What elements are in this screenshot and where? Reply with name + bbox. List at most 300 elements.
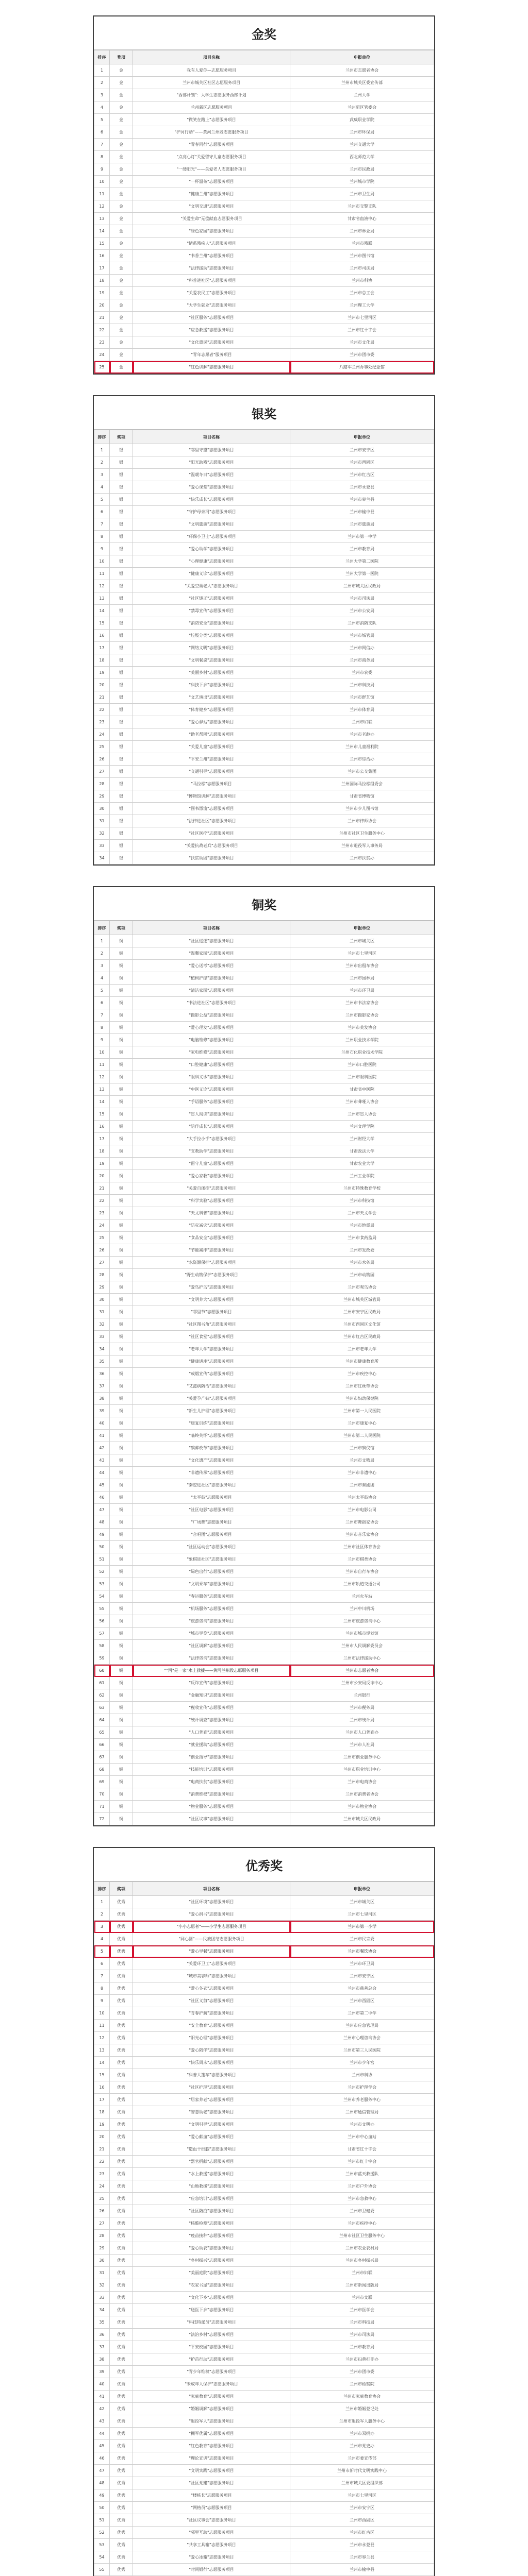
award-cell: 银: [110, 469, 133, 481]
table-row: [94, 2168, 434, 2180]
rank-cell: 3: [94, 1921, 110, 1933]
applicant-cell: 兰州市户外协会: [290, 2180, 434, 2193]
table-header-row: [94, 50, 434, 64]
applicant-cell: 兰州市公交集团: [290, 766, 434, 778]
table-row: [94, 741, 434, 753]
rank-cell: 6: [94, 126, 110, 139]
project-name-cell: "情系残疾人"志愿服务项目: [133, 238, 290, 250]
table-row: [94, 2329, 434, 2341]
project-name-cell: "电脑维修"志愿服务项目: [133, 1034, 290, 1046]
rank-cell: 23: [94, 1207, 110, 1219]
applicant-cell: 甘肃农业大学: [290, 1158, 434, 1170]
rank-cell: 36: [94, 2329, 110, 2341]
applicant-cell: 兰州市聋哑人协会: [290, 1096, 434, 1108]
table-row: [94, 2057, 434, 2069]
rank-cell: 33: [94, 1331, 110, 1343]
award-cell: 优秀: [110, 2168, 133, 2180]
applicant-cell: 兰州市教育局: [290, 543, 434, 555]
award-cell: 银: [110, 753, 133, 766]
project-name-cell: "临终关怀"志愿服务项目: [133, 1430, 290, 1442]
rank-cell: 67: [94, 1751, 110, 1764]
table-row: [94, 506, 434, 518]
table-row: [94, 2428, 434, 2440]
applicant-cell: 兰州市红十字会: [290, 2156, 434, 2168]
table-row: [94, 1677, 434, 1689]
table-row: [94, 617, 434, 630]
table-row: [94, 2106, 434, 2119]
project-name-cell: "应急救援"志愿服务项目: [133, 324, 290, 336]
applicant-cell: 兰州市棋类协会: [290, 1553, 434, 1566]
rank-cell: 48: [94, 1516, 110, 1529]
award-cell: 铜: [110, 1751, 133, 1764]
project-name-cell: "文明养犬"志愿服务项目: [133, 1294, 290, 1306]
applicant-cell: 兰州市园林局: [290, 972, 434, 985]
table-row: [94, 1170, 434, 1182]
applicant-cell: 兰州市新时代文明实践中心: [290, 2465, 434, 2477]
project-name-cell: "婚姻调解"志愿服务项目: [133, 2403, 290, 2415]
project-name-cell: "植树护绿"志愿服务项目: [133, 972, 290, 985]
table-row: [94, 2316, 434, 2329]
award-cell: 银: [110, 506, 133, 518]
rank-cell: 18: [94, 2106, 110, 2119]
table-row: [94, 1145, 434, 1158]
applicant-cell: 兰州新区管委会: [290, 101, 434, 114]
rank-cell: 52: [94, 1566, 110, 1578]
rank-cell: 17: [94, 642, 110, 654]
project-name-cell: "戒烟宣传"志愿服务项目: [133, 1368, 290, 1380]
applicant-cell: 兰州城市学院: [290, 176, 434, 188]
rank-cell: 15: [94, 1108, 110, 1121]
rank-cell: 34: [94, 2304, 110, 2316]
award-section: [93, 15, 435, 375]
award-cell: 银: [110, 790, 133, 803]
table-row: [94, 324, 434, 336]
rank-cell: 22: [94, 704, 110, 716]
table-row: [94, 704, 434, 716]
rank-cell: 47: [94, 2465, 110, 2477]
project-name-cell: "大学生就业"志愿服务项目: [133, 299, 290, 312]
award-cell: 银: [110, 555, 133, 568]
applicant-cell: 兰州市城关区民政局: [290, 1813, 434, 1825]
table-row: [94, 2366, 434, 2378]
award-cell: 铜: [110, 1578, 133, 1590]
rank-cell: 17: [94, 1133, 110, 1145]
applicant-cell: 兰州市税务局: [290, 1702, 434, 1714]
applicant-cell: 兰州中川机场: [290, 1603, 434, 1615]
applicant-cell: 兰州市党史办: [290, 2440, 434, 2452]
applicant-cell: 兰州市网信办: [290, 642, 434, 654]
rank-cell: 9: [94, 163, 110, 176]
table-row: [94, 299, 434, 312]
applicant-cell: 兰州市中心血站: [290, 2131, 434, 2143]
rank-cell: 45: [94, 2440, 110, 2452]
applicant-cell: 兰州市乡村振兴局: [290, 2255, 434, 2267]
project-name-cell: "共享工具箱"志愿服务项目: [133, 2539, 290, 2551]
award-cell: 银: [110, 716, 133, 728]
award-cell: 铜: [110, 1566, 133, 1578]
award-cell: 银: [110, 456, 133, 469]
applicant-cell: 兰州市总工会: [290, 287, 434, 299]
award-cell: 银: [110, 531, 133, 543]
award-table: [94, 50, 434, 374]
project-name-cell: "创业指导"志愿服务项目: [133, 1751, 290, 1764]
award-cell: 优秀: [110, 2539, 133, 2551]
applicant-cell: 兰州市红丝带协会: [290, 1380, 434, 1393]
applicant-cell: 兰州市法律援助中心: [290, 1652, 434, 1665]
award-cell: 金: [110, 225, 133, 238]
project-name-cell: "青春护航"志愿服务项目: [133, 2007, 290, 2020]
award-cell: 优秀: [110, 2316, 133, 2329]
rank-cell: 7: [94, 1970, 110, 1982]
project-name-cell: "文化遗产"志愿服务项目: [133, 1454, 290, 1467]
project-name-cell: "社区调解"志愿服务项目: [133, 1640, 290, 1652]
applicant-cell: 西北师范大学: [290, 151, 434, 163]
award-cell: 铜: [110, 1813, 133, 1825]
project-name-cell: 兰州市城关区社区志愿服务项目: [133, 77, 290, 89]
rank-cell: 13: [94, 1083, 110, 1096]
rank-cell: 37: [94, 2341, 110, 2353]
award-cell: 优秀: [110, 2428, 133, 2440]
table-row: [94, 1714, 434, 1726]
table-row: [94, 139, 434, 151]
table-row: [94, 2489, 434, 2502]
applicant-cell: 兰州财经大学: [290, 1133, 434, 1145]
award-cell: 优秀: [110, 2564, 133, 2576]
project-name-cell: "温馨家园"志愿服务项目: [133, 947, 290, 960]
project-name-cell: "象棋进社区"志愿服务项目: [133, 1553, 290, 1566]
applicant-cell: 兰州市红十字会: [290, 324, 434, 336]
rank-cell: 28: [94, 1269, 110, 1281]
applicant-cell: 兰州市蓝天救援队: [290, 2168, 434, 2180]
highlighted-row: [94, 1945, 434, 1958]
applicant-cell: 兰州市心理咨询协会: [290, 2032, 434, 2044]
award-cell: 铜: [110, 1269, 133, 1281]
applicant-cell: 兰州市图书馆: [290, 250, 434, 262]
table-row: [94, 1751, 434, 1764]
award-cell: 优秀: [110, 2156, 133, 2168]
table-row: [94, 2193, 434, 2205]
table-row: [94, 1788, 434, 1801]
award-cell: 金: [110, 188, 133, 200]
applicant-cell: 兰州市非遗中心: [290, 1467, 434, 1479]
applicant-cell: 兰州市律师协会: [290, 815, 434, 827]
rank-cell: 39: [94, 2366, 110, 2378]
rank-cell: 50: [94, 1541, 110, 1553]
award-cell: 银: [110, 728, 133, 741]
applicant-cell: 兰州市摄影家协会: [290, 1009, 434, 1022]
project-name-cell: "消费维权"志愿服务项目: [133, 1788, 290, 1801]
table-row: [94, 2551, 434, 2564]
applicant-cell: 兰州市口腔医院: [290, 1059, 434, 1071]
table-row: [94, 1454, 434, 1467]
award-cell: 金: [110, 101, 133, 114]
table-row: [94, 1776, 434, 1788]
award-cell: 银: [110, 592, 133, 605]
table-row: [94, 2119, 434, 2131]
table-row: [94, 2304, 434, 2316]
table-row: [94, 312, 434, 324]
applicant-cell: 兰州市安宁区: [290, 444, 434, 456]
project-name-cell: "文明旅游"志愿服务项目: [133, 518, 290, 531]
table-row: [94, 2180, 434, 2193]
applicant-cell: 兰州市第二人民医院: [290, 1430, 434, 1442]
applicant-cell: 兰州市司法局: [290, 592, 434, 605]
rank-cell: 47: [94, 1504, 110, 1516]
table-row: [94, 1368, 434, 1380]
rank-cell: 40: [94, 2378, 110, 2391]
applicant-cell: 兰州大学第二医院: [290, 555, 434, 568]
table-row: [94, 2230, 434, 2242]
rank-cell: 41: [94, 1430, 110, 1442]
project-name-cell: "博物馆讲解"志愿服务项目: [133, 790, 290, 803]
table-row: [94, 2020, 434, 2032]
award-cell: 金: [110, 89, 133, 101]
award-cell: 铜: [110, 1281, 133, 1294]
project-name-cell: "城市导览"志愿服务项目: [133, 1628, 290, 1640]
award-cell: 银: [110, 803, 133, 815]
applicant-cell: 兰州市旅游局: [290, 518, 434, 531]
award-cell: 优秀: [110, 2193, 133, 2205]
project-name-cell: "关爱环卫工"志愿服务项目: [133, 1958, 290, 1970]
award-cell: 优秀: [110, 2143, 133, 2156]
applicant-cell: 兰州市餐饮协会: [290, 1945, 434, 1958]
award-cell: 铜: [110, 1726, 133, 1739]
table-row: [94, 1726, 434, 1739]
project-name-cell: "物业服务"志愿服务项目: [133, 1801, 290, 1813]
award-cell: 铜: [110, 1294, 133, 1306]
highlighted-row: [94, 361, 434, 374]
applicant-cell: 兰州市妇联: [290, 716, 434, 728]
applicant-cell: 兰州市残联: [290, 238, 434, 250]
table-row: [94, 1331, 434, 1343]
award-cell: 铜: [110, 1108, 133, 1121]
project-name-cell: "关爱自闭症"志愿服务项目: [133, 1182, 290, 1195]
award-cell: 优秀: [110, 2032, 133, 2044]
project-name-cell: "社区议事"志愿服务项目: [133, 1813, 290, 1825]
applicant-cell: 兰州市城关区: [290, 935, 434, 947]
table-row: [94, 2403, 434, 2415]
applicant-cell: 兰州市老年大学: [290, 1343, 434, 1355]
rank-cell: 32: [94, 1318, 110, 1331]
column-header: 项目名称: [133, 50, 290, 64]
applicant-cell: 兰州市文明办: [290, 2119, 434, 2131]
applicant-cell: 兰州市第三人民医院: [290, 2044, 434, 2057]
rank-cell: 11: [94, 568, 110, 580]
award-cell: 优秀: [110, 1933, 133, 1945]
project-name-cell: "网络文明"志愿服务项目: [133, 642, 290, 654]
column-header: 奖项: [110, 50, 133, 64]
project-name-cell: "社区图书角"志愿服务项目: [133, 1318, 290, 1331]
applicant-cell: 兰州市统计局: [290, 1714, 434, 1726]
table-row: [94, 1405, 434, 1417]
project-name-cell: "马拉松"志愿服务项目: [133, 778, 290, 790]
award-cell: 优秀: [110, 2106, 133, 2119]
rank-cell: 53: [94, 2539, 110, 2551]
award-cell: 铜: [110, 1405, 133, 1417]
rank-cell: 42: [94, 2403, 110, 2415]
project-name-cell: "殡葬改革"志愿服务项目: [133, 1442, 290, 1454]
table-row: [94, 1022, 434, 1034]
applicant-cell: 兰州市妇幼保健院: [290, 1393, 434, 1405]
project-name-cell: "家电维修"志愿服务项目: [133, 1046, 290, 1059]
project-name-cell: "文化下乡"志愿服务项目: [133, 2292, 290, 2304]
award-cell: 优秀: [110, 2180, 133, 2193]
rank-cell: 46: [94, 2452, 110, 2465]
award-cell: 金: [110, 238, 133, 250]
project-name-cell: "快乐成长"志愿服务项目: [133, 494, 290, 506]
award-cell: 铜: [110, 1467, 133, 1479]
rank-cell: 32: [94, 827, 110, 840]
table-row: [94, 1615, 434, 1628]
award-cell: 优秀: [110, 2069, 133, 2081]
table-row: [94, 1813, 434, 1825]
project-name-cell: "时间银行"志愿服务项目: [133, 2564, 290, 2576]
award-cell: 铜: [110, 1071, 133, 1083]
rank-cell: 2: [94, 456, 110, 469]
award-cell: 金: [110, 275, 133, 287]
project-name-cell: "水上救援"志愿服务项目: [133, 2168, 290, 2180]
project-name-cell: "核酸检测"志愿服务项目: [133, 2217, 290, 2230]
table-row: [94, 2094, 434, 2106]
project-name-cell: "社区服务"志愿服务项目: [133, 312, 290, 324]
applicant-cell: 兰州市红古区: [290, 2527, 434, 2539]
table-row: [94, 1034, 434, 1046]
rank-cell: 40: [94, 1417, 110, 1430]
rank-cell: 14: [94, 1096, 110, 1108]
award-cell: 优秀: [110, 2551, 133, 2564]
project-name-cell: "广场舞"志愿服务项目: [133, 1516, 290, 1529]
applicant-cell: 兰州市群艺馆: [290, 691, 434, 704]
award-cell: 铜: [110, 1034, 133, 1046]
section-title: 优秀奖: [94, 1848, 434, 1882]
award-cell: 银: [110, 852, 133, 865]
award-cell: 优秀: [110, 2502, 133, 2514]
award-cell: 银: [110, 691, 133, 704]
award-cell: 优秀: [110, 2353, 133, 2366]
table-row: [94, 972, 434, 985]
applicant-cell: 兰州市科技局: [290, 2316, 434, 2329]
project-name-cell: "退役军人"志愿服务项目: [133, 2415, 290, 2428]
rank-cell: 4: [94, 972, 110, 985]
project-name-cell: "康复训练"志愿服务项目: [133, 1417, 290, 1430]
applicant-cell: 兰州市委宣传部: [290, 2452, 434, 2465]
project-name-cell: "旅游咨询"志愿服务项目: [133, 1615, 290, 1628]
project-name-cell: "法治乡村"志愿服务项目: [133, 2329, 290, 2341]
applicant-cell: 兰州市特殊教育学校: [290, 1182, 434, 1195]
applicant-cell: 兰州市退役军人服务中心: [290, 2415, 434, 2428]
award-cell: 银: [110, 630, 133, 642]
applicant-cell: 兰州市双拥办: [290, 2428, 434, 2440]
award-cell: 铜: [110, 1417, 133, 1430]
applicant-cell: 兰州国际马拉松组委会: [290, 778, 434, 790]
table-row: [94, 1318, 434, 1331]
table-row: [94, 2465, 434, 2477]
applicant-cell: 兰州市急救中心: [290, 2193, 434, 2205]
applicant-cell: 兰州市教育局: [290, 2341, 434, 2353]
table-row: [94, 778, 434, 790]
applicant-cell: 甘肃省博物馆: [290, 790, 434, 803]
award-cell: 铜: [110, 1182, 133, 1195]
applicant-cell: 兰州市环卫局: [290, 985, 434, 997]
applicant-cell: 兰州市创业服务中心: [290, 1751, 434, 1764]
table-row: [94, 1133, 434, 1145]
rank-cell: 72: [94, 1813, 110, 1825]
rank-cell: 37: [94, 1380, 110, 1393]
award-cell: 铜: [110, 1590, 133, 1603]
project-name-cell: "手语服务"志愿服务项目: [133, 1096, 290, 1108]
project-name-cell: "居家养老"志愿服务项目: [133, 2094, 290, 2106]
column-header: 申报单位: [290, 50, 434, 64]
project-name-cell: ""河"是一家"水上救援——黄河兰州段志愿服务项目: [133, 1665, 290, 1677]
award-cell: 银: [110, 481, 133, 494]
project-name-cell: "图书漂流"志愿服务项目: [133, 803, 290, 815]
table-row: [94, 555, 434, 568]
award-cell: 金: [110, 349, 133, 361]
table-row: [94, 1553, 434, 1566]
award-cell: 铜: [110, 1380, 133, 1393]
project-name-cell: "青少年维权"志愿服务项目: [133, 2366, 290, 2378]
rank-cell: 56: [94, 1615, 110, 1628]
award-cell: 铜: [110, 1232, 133, 1244]
project-name-cell: "关爱空巢老人"志愿服务项目: [133, 580, 290, 592]
table-row: [94, 1417, 434, 1430]
table-row: [94, 1257, 434, 1269]
award-cell: 铜: [110, 1640, 133, 1652]
table-row: [94, 803, 434, 815]
table-row: [94, 2378, 434, 2391]
award-cell: 铜: [110, 1442, 133, 1454]
rank-cell: 9: [94, 1995, 110, 2007]
rank-cell: 35: [94, 1355, 110, 1368]
table-row: [94, 494, 434, 506]
award-cell: 铜: [110, 1046, 133, 1059]
table-row: [94, 852, 434, 865]
award-cell: 优秀: [110, 2527, 133, 2539]
table-row: [94, 1393, 434, 1405]
rank-cell: 20: [94, 679, 110, 691]
rank-cell: 38: [94, 1393, 110, 1405]
table-row: [94, 543, 434, 555]
rank-cell: 26: [94, 753, 110, 766]
award-cell: 金: [110, 361, 133, 374]
applicant-cell: 兰州市出租车协会: [290, 960, 434, 972]
award-cell: 金: [110, 200, 133, 213]
table-row: [94, 1764, 434, 1776]
applicant-cell: 兰州市城关区委宣传部: [290, 77, 434, 89]
column-header: 排序: [94, 430, 110, 444]
rank-cell: 23: [94, 336, 110, 349]
award-cell: 优秀: [110, 1921, 133, 1933]
column-header: 项目名称: [133, 1882, 290, 1896]
rank-cell: 13: [94, 213, 110, 225]
applicant-cell: 兰州市司法局: [290, 262, 434, 275]
rank-cell: 29: [94, 1281, 110, 1294]
applicant-cell: 兰州市西固区: [290, 2514, 434, 2527]
table-row: [94, 1982, 434, 1995]
table-row: [94, 1702, 434, 1714]
rank-cell: 68: [94, 1764, 110, 1776]
project-name-cell: "文明实践"志愿服务项目: [133, 2465, 290, 2477]
rank-cell: 3: [94, 89, 110, 101]
award-cell: 铜: [110, 1121, 133, 1133]
rank-cell: 2: [94, 77, 110, 89]
award-cell: 优秀: [110, 1908, 133, 1921]
rank-cell: 58: [94, 1640, 110, 1652]
rank-cell: 16: [94, 250, 110, 262]
rank-cell: 7: [94, 139, 110, 151]
rank-cell: 12: [94, 200, 110, 213]
rank-cell: 24: [94, 1219, 110, 1232]
